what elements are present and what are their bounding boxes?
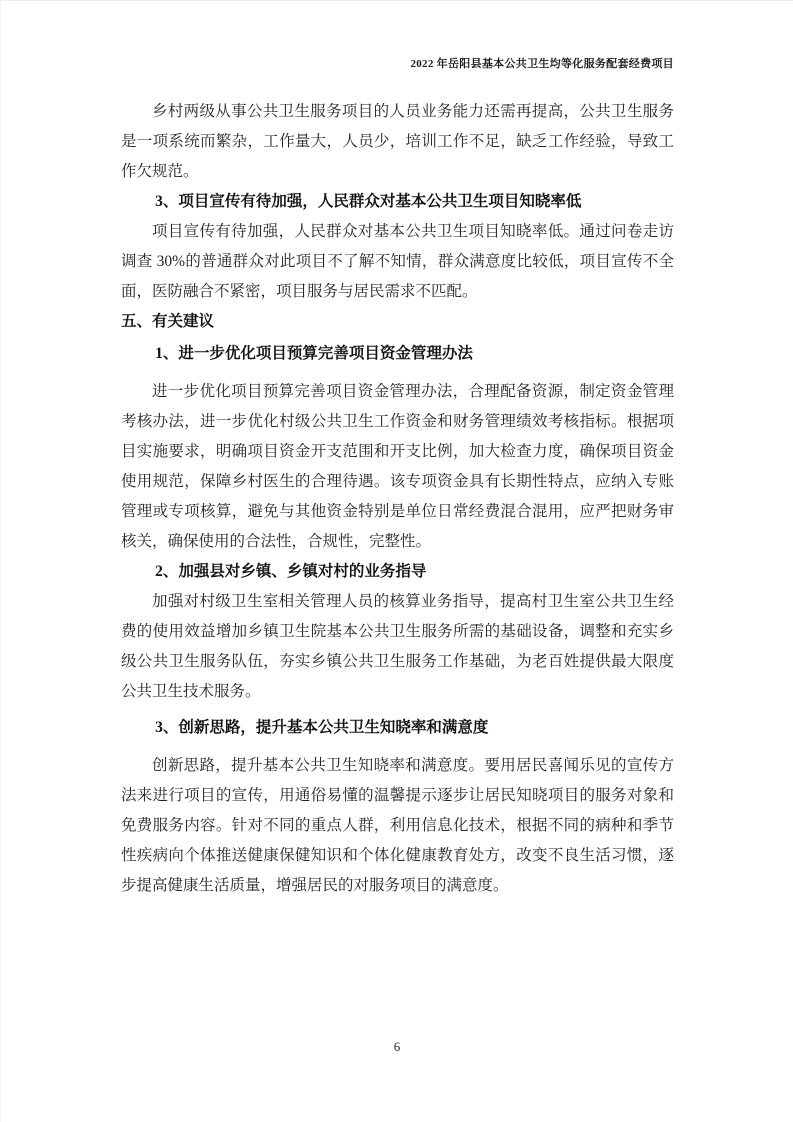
heading-county-guidance: 2、加强县对乡镇、乡镇对村的业务指导 [155, 563, 427, 580]
paragraph-innovation-methods: 创新思路，提升基本公共卫生知晓率和满意度。要用居民喜闻乐见的宣传方法来进行项目的宣传，用通俗易懂的温馨提示逐步让居民知晓项目的服务对象和免费服务内容。针对不同的重点人群，利用信息化技术，根据不同的病种和季节性疾病向个体推送健康保健知识和个体化健康教育处方，改变不良生活习惯，逐步提高健康生活质量，增强居民的对服务项目的满意度。 [121, 757, 674, 894]
page-number: 6 [393, 1039, 401, 1054]
heading-innovation-awareness: 3、创新思路，提升基本公共卫生知晓率和满意度 [155, 719, 489, 736]
paragraph-fund-management: 进一步优化项目预算完善项目资金管理办法，合理配备资源，制定资金管理考核办法，进一步优化村级公共卫生工作资金和财务管理绩效考核指标。根据项目实施要求，明确项目资金开支范围和开支比例，加大检查力度，确保项目资金使用规范，保障乡村医生的合理待遇。该专项资金具有长期性特点，应纳入专账管理或专项核算，避免与其他资金特别是单位日常经费混合混用，应严把财务审核关，确保使用的合法性，合规性，完整性。 [121, 383, 674, 550]
document-body [121, 97, 674, 901]
paragraph-staff-capacity: 乡村两级从事公共卫生服务项目的人员业务能力还需再提高，公共卫生服务是一项系统而繁杂，工作量大，人员少，培训工作不足，缺乏工作经验，导致工作欠规范。 [121, 103, 674, 180]
heading-section-five-suggestions: 五、有关建议 [121, 313, 215, 330]
paragraph-awareness-survey: 项目宣传有待加强，人民群众对基本公共卫生项目知晓率低。通过问卷走访调查 30%的普通群众对此项目不了解不知情，群众满意度比较低，项目宣传不全面，医防融合不紧密，项目服务与居民需求不匹配。 [121, 223, 674, 300]
heading-project-promotion: 3、项目宣传有待加强，人民群众对基本公共卫生项目知晓率低 [155, 193, 582, 210]
running-header: 2022 年岳阳县基本公共卫生均等化服务配套经费项目 [410, 58, 674, 70]
heading-optimize-budget: 1、进一步优化项目预算完善项目资金管理办法 [155, 345, 473, 362]
paragraph-village-clinic-guidance: 加强对村级卫生室相关管理人员的核算业务指导，提高村卫生室公共卫生经费的使用效益增加乡镇卫生院基本公共卫生服务所需的基础设备，调整和充实乡级公共卫生服务队伍，夯实乡镇公共卫生服务工作基础，为老百姓提供最大限度公共卫生技术服务。 [121, 593, 674, 700]
